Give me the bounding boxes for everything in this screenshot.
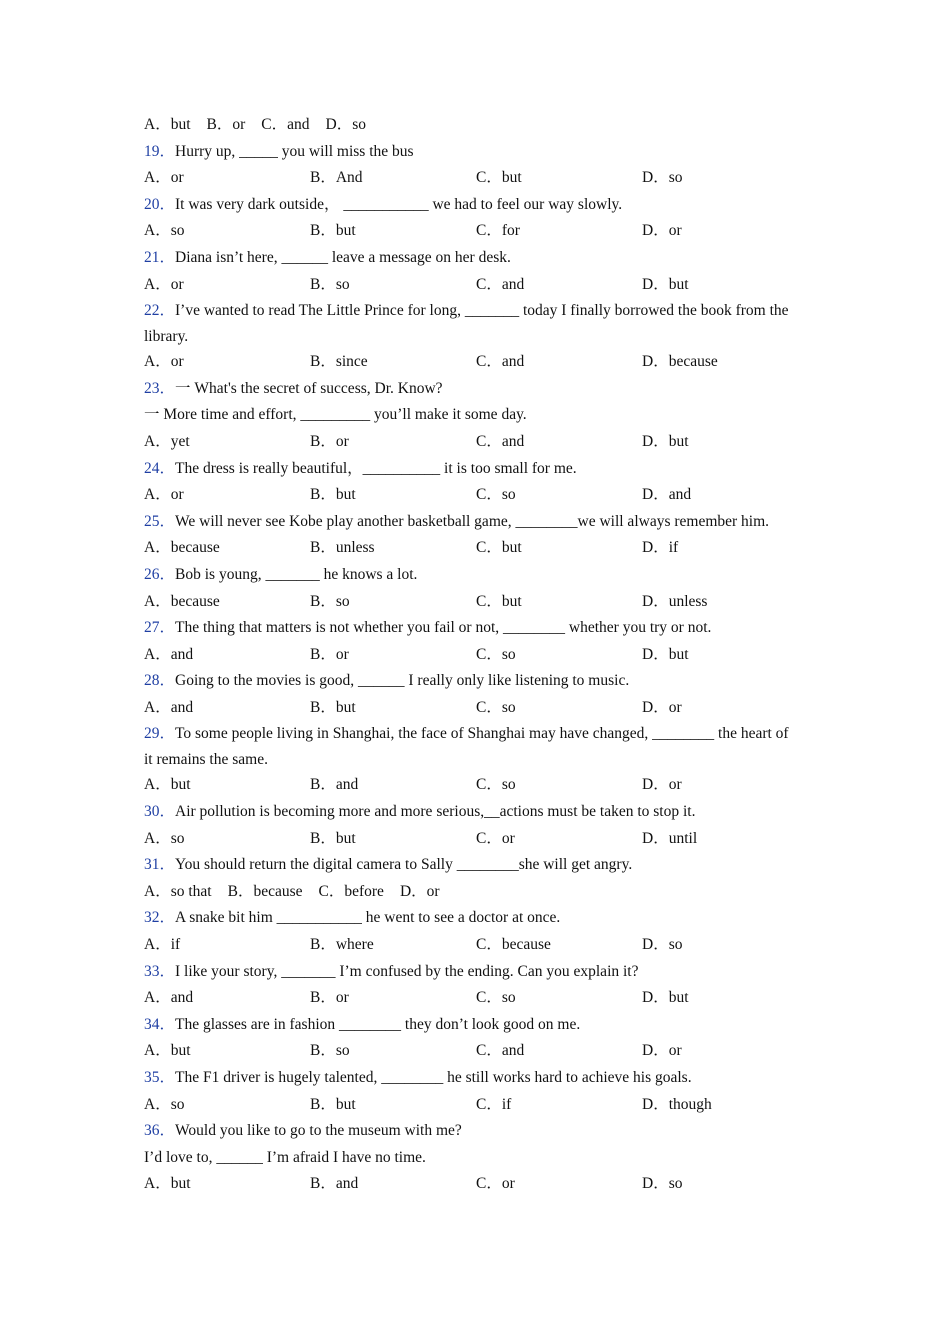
option-d[interactable]: D．so <box>642 1175 683 1193</box>
question-text: I’ve wanted to read The Little Prince for long, _______ today I finally borrowed the book from the library. <box>144 302 789 345</box>
question-block <box>144 1065 794 1118</box>
options-row <box>144 165 794 192</box>
question-text: Air pollution is becoming more and more serious,__actions must be taken to stop it. <box>175 803 696 821</box>
option-a[interactable]: A．if <box>144 936 181 954</box>
question-stem <box>144 1118 794 1145</box>
question-text: Bob is young, _______ he knows a lot. <box>175 565 418 583</box>
option-b[interactable]: B．And <box>310 169 363 187</box>
question-block <box>144 668 794 721</box>
option-b[interactable]: B．so <box>310 1042 350 1060</box>
option-b[interactable]: B．but <box>310 486 356 504</box>
question-stem <box>144 562 794 589</box>
option-c[interactable]: C．because <box>476 936 551 954</box>
option-d[interactable]: D．but <box>642 645 689 663</box>
option-b[interactable]: B．but <box>310 222 356 240</box>
question-number: 20． <box>144 195 176 213</box>
question-number: 24． <box>144 459 176 477</box>
options-row <box>144 482 794 509</box>
question-stem <box>144 1065 794 1092</box>
question-number: 33． <box>144 962 176 980</box>
question-stem <box>144 721 794 772</box>
option-a[interactable]: A．and <box>144 989 194 1007</box>
option-a[interactable]: A．or <box>144 275 184 293</box>
options-row <box>144 535 794 562</box>
question-number: 23． <box>144 379 176 397</box>
options-row <box>144 218 794 245</box>
options-row <box>144 879 794 906</box>
option-c[interactable]: C．and <box>476 1042 525 1060</box>
question-block <box>144 456 794 509</box>
option-d[interactable]: D．so <box>642 169 683 187</box>
option-d[interactable]: D．or <box>642 776 682 794</box>
option-d[interactable]: D．until <box>642 829 698 847</box>
question-number: 26． <box>144 565 176 583</box>
question-stem <box>144 298 794 349</box>
options-row <box>144 985 794 1012</box>
question-block <box>144 905 794 958</box>
option-b[interactable]: B．but <box>310 829 356 847</box>
question-stem <box>144 799 794 826</box>
option-b[interactable]: B．or <box>206 116 246 133</box>
option-c[interactable]: C．and <box>476 275 525 293</box>
question-text: A snake bit him ___________ he went to see a doctor at once. <box>175 909 561 927</box>
option-d[interactable]: D．so <box>325 116 367 133</box>
option-d[interactable]: D．but <box>642 432 689 450</box>
option-d[interactable]: D．unless <box>642 592 708 610</box>
option-b[interactable]: B．unless <box>310 539 375 557</box>
option-b[interactable]: B．since <box>310 353 368 371</box>
question-stem <box>144 376 794 403</box>
option-d[interactable]: D．but <box>642 275 689 293</box>
option-c[interactable]: C．so <box>476 698 516 716</box>
question-list <box>144 139 794 1198</box>
option-c[interactable]: C．so <box>476 776 516 794</box>
option-c[interactable]: C．but <box>476 169 522 187</box>
question-text: Diana isn’t here, ______ leave a message on her desk. <box>175 248 511 266</box>
option-b[interactable]: B．or <box>310 645 349 663</box>
option-c[interactable]: C．and <box>476 432 525 450</box>
question-text: The thing that matters is not whether you fail or not, ________ whether you try or not. <box>175 619 712 637</box>
question-block <box>144 615 794 668</box>
option-c[interactable]: C．if <box>476 1095 512 1113</box>
option-c[interactable]: C．and <box>261 116 310 133</box>
option-d[interactable]: D．though <box>642 1095 712 1113</box>
option-d[interactable]: D．if <box>642 539 679 557</box>
question-block <box>144 799 794 852</box>
question-block <box>144 376 794 456</box>
options-row <box>144 772 794 799</box>
question-number: 25． <box>144 512 176 530</box>
question-text: The dress is really beautiful，__________ it is too small for me. <box>175 459 577 477</box>
option-b[interactable]: B．so <box>310 592 350 610</box>
question-number: 31． <box>144 856 176 874</box>
option-a[interactable]: A．and <box>144 698 194 716</box>
question-block <box>144 298 794 376</box>
question-number: 35． <box>144 1069 176 1086</box>
options-row <box>144 1092 794 1119</box>
option-c[interactable]: C．so <box>476 486 516 504</box>
question-text: You should return the digital camera to Sally ________she will get angry. <box>175 856 633 874</box>
option-a[interactable]: A．so <box>144 222 185 240</box>
question-stem <box>144 905 794 932</box>
question-block <box>144 509 794 562</box>
option-c[interactable]: C．so <box>476 989 516 1007</box>
question-stem <box>144 456 794 483</box>
option-d[interactable]: D．or <box>642 222 682 240</box>
question-stem <box>144 615 794 642</box>
question-block <box>144 959 794 1012</box>
option-c[interactable]: C．so <box>476 645 516 663</box>
question-number: 34． <box>144 1015 176 1033</box>
question-text: Hurry up, _____ you will miss the bus <box>175 142 414 160</box>
question-number: 19． <box>144 142 176 160</box>
option-c[interactable]: C．and <box>476 353 525 371</box>
question-stem <box>144 852 794 879</box>
option-d[interactable]: D．or <box>399 882 440 900</box>
question-block <box>144 1118 794 1198</box>
question-number: 21． <box>144 248 176 266</box>
option-c[interactable]: C．for <box>476 222 520 240</box>
question-number: 27． <box>144 619 176 637</box>
question-block <box>144 562 794 615</box>
options-row <box>144 695 794 722</box>
question-stem <box>144 668 794 695</box>
option-b[interactable]: B．where <box>310 936 374 954</box>
question-block <box>144 852 794 905</box>
question-number: 32． <box>144 909 176 927</box>
question-stem-continued <box>144 402 794 429</box>
question-number: 30． <box>144 803 176 821</box>
option-c[interactable]: C．or <box>476 1175 515 1193</box>
question-text: We will never see Kobe play another basketball game, ________we will always remember him. <box>175 512 770 530</box>
option-a[interactable]: A．because <box>144 539 220 557</box>
options-row <box>144 349 794 376</box>
question-stem <box>144 192 794 219</box>
question-text: To some people living in Shanghai, the face of Shanghai may have changed, ________ the heart of it remains the same. <box>144 725 789 768</box>
option-a[interactable]: A．or <box>144 169 184 187</box>
options-row <box>144 589 794 616</box>
option-a[interactable]: A．so that <box>144 882 212 900</box>
question-number: 28． <box>144 672 176 690</box>
option-b[interactable]: B．so <box>310 275 350 293</box>
question-block <box>144 245 794 298</box>
question-stem <box>144 139 794 166</box>
option-a[interactable]: A．so <box>144 829 185 847</box>
option-b[interactable]: B．because <box>227 882 303 900</box>
question-text: 一 What's the secret of success, Dr. Know? <box>175 379 443 397</box>
question-block <box>144 192 794 245</box>
option-b[interactable]: B．but <box>310 698 356 716</box>
option-a[interactable]: A．but <box>144 1042 191 1060</box>
question-block <box>144 139 794 192</box>
question-text: Would you like to go to the museum with me? <box>175 1122 462 1140</box>
option-d[interactable]: D．or <box>642 698 682 716</box>
question-text: Going to the movies is good, ______ I really only like listening to music. <box>175 672 630 690</box>
document-page <box>144 112 794 1198</box>
option-d[interactable]: D．or <box>642 1042 682 1060</box>
option-c[interactable]: C．or <box>476 829 515 847</box>
option-d[interactable]: D．and <box>642 486 692 504</box>
question-text: The glasses are in fashion ________ they don’t look good on me. <box>175 1015 581 1033</box>
option-b[interactable]: B．but <box>310 1095 356 1113</box>
option-a[interactable]: A．because <box>144 592 220 610</box>
option-d[interactable]: D．but <box>642 989 689 1007</box>
option-b[interactable]: B．or <box>310 432 349 450</box>
question-number: 22． <box>144 302 176 320</box>
option-a[interactable]: A．yet <box>144 432 190 450</box>
options-row <box>144 1171 794 1198</box>
option-a[interactable]: A．and <box>144 645 194 663</box>
option-a[interactable]: A．but <box>144 116 191 133</box>
question-text: 一 More time and effort, _________ you’ll make it some day. <box>144 406 527 424</box>
question-stem-continued <box>144 1145 794 1172</box>
options-row <box>144 272 794 299</box>
options-row <box>144 826 794 853</box>
top-options-row <box>144 112 794 139</box>
option-a[interactable]: A．but <box>144 1175 191 1193</box>
question-block <box>144 1012 794 1065</box>
option-b[interactable]: B．and <box>310 1175 359 1193</box>
option-c[interactable]: C．before <box>318 882 384 900</box>
option-a[interactable]: A．or <box>144 353 184 371</box>
question-stem <box>144 245 794 272</box>
option-b[interactable]: B．or <box>310 989 349 1007</box>
options-row <box>144 642 794 669</box>
question-number: 36． <box>144 1122 176 1140</box>
question-stem <box>144 959 794 986</box>
options-row <box>144 429 794 456</box>
option-d[interactable]: D．because <box>642 353 718 371</box>
question-stem <box>144 1012 794 1039</box>
option-a[interactable]: A．but <box>144 776 191 794</box>
option-a[interactable]: A．so <box>144 1095 185 1113</box>
question-number: 29． <box>144 725 176 743</box>
option-c[interactable]: C．but <box>476 592 522 610</box>
question-stem <box>144 509 794 536</box>
options-row <box>144 1038 794 1065</box>
option-a[interactable]: A．or <box>144 486 184 504</box>
question-text: It was very dark outside， ___________ we had to feel our way slowly. <box>175 195 623 213</box>
question-text: I like your story, _______ I’m confused by the ending. Can you explain it? <box>175 962 639 980</box>
options-row <box>144 932 794 959</box>
question-text: I’d love to, ______ I’m afraid I have no time. <box>144 1148 426 1166</box>
question-block <box>144 721 794 799</box>
option-c[interactable]: C．but <box>476 539 522 557</box>
option-d[interactable]: D．so <box>642 936 683 954</box>
option-b[interactable]: B．and <box>310 776 359 794</box>
question-text: The F1 driver is hugely talented, ________ he still works hard to achieve his goals. <box>175 1069 692 1086</box>
